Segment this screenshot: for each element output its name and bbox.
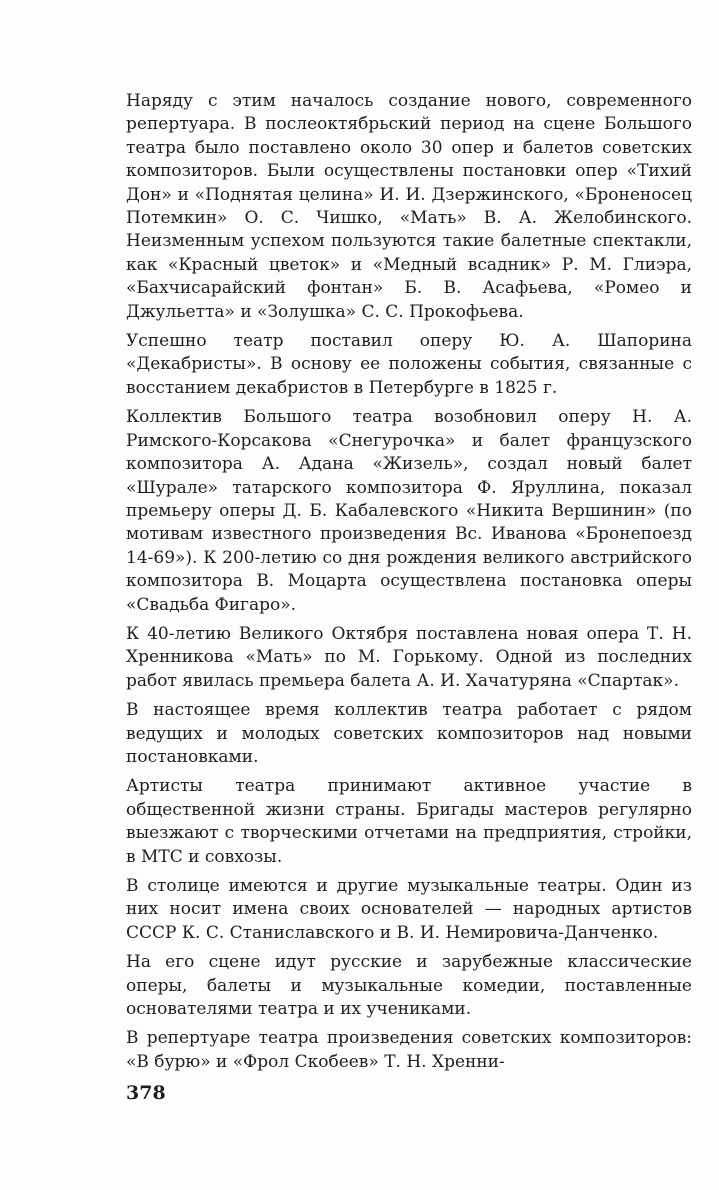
paragraph: К 40-летию Великого Октября поставлена новая опера Т. Н. Хренникова «Мать» по М. Горькому. Одной из последних работ явилась премьера балета А. И. Хачатуряна «Спартак». xyxy=(126,623,692,691)
paragraph: Артисты театра принимают активное участие в общественной жизни страны. Бригады мастеров регулярно выезжают с творческими отчетами на предприятия, стройки, в МТС и совхозы. xyxy=(126,776,692,867)
paragraph: Коллектив Большого театра возобновил оперу Н. А. Римского-Корсакова «Снегурочка» и балет французского композитора А. Адана «Жизель», создал новый балет «Шурале» татарского композитора Ф. Яруллина, показал премьеру оперы Д. Б. Кабалевского «Никита Вершинин» (по мотивам известного произведения Вс. Иванова «Бронепоезд 14-69»). К 200-летию со дня рождения великого австрийского композитора В. Моцарта осуществлена постановка оперы «Свадьба Фигаро». xyxy=(126,407,692,615)
paragraph: В репертуаре театра произведения советских композиторов: «В бурю» и «Фрол Скобеев» Т. Н. Хренни- xyxy=(126,1028,692,1072)
paragraph: В столице имеются и другие музыкальные театры. Один из них носит имена своих основателей — народных артистов СССР К. С. Станиславского и В. И. Немировича-Данченко. xyxy=(126,876,692,943)
page-number: 378 xyxy=(126,1082,166,1104)
body-text xyxy=(126,90,692,1080)
paragraph: Наряду с этим началось создание нового, современного репертуара. В послеоктябрьский период на сцене Большого театра было поставлено около 30 опер и балетов советских композиторов. Были осуществлены постановки опер «Тихий Дон» и «Поднятая целина» И. И. Дзержинского, «Броненосец Потемкин» О. С. Чишко, «Мать» В. А. Желобинского. Неизменным успехом пользуются такие балетные спектакли, как «Красный цветок» и «Медный всадник» Р. М. Глиэра, «Бахчисарайский фонтан» Б. В. Асафьева, «Ромео и Джульетта» и «Золушка» С. С. Прокофьева. xyxy=(126,91,692,322)
paragraph: В настоящее время коллектив театра работает с рядом ведущих и молодых советских композиторов над новыми постановками. xyxy=(126,700,692,767)
paragraph: На его сцене идут русские и зарубежные классические оперы, балеты и музыкальные комедии, поставленные основателями театра и их учениками. xyxy=(126,952,692,1020)
paragraph: Успешно театр поставил оперу Ю. А. Шапорина «Декабристы». В основу ее положены события, связанные с восстанием декабристов в Петербурге в 1825 г. xyxy=(126,331,692,398)
